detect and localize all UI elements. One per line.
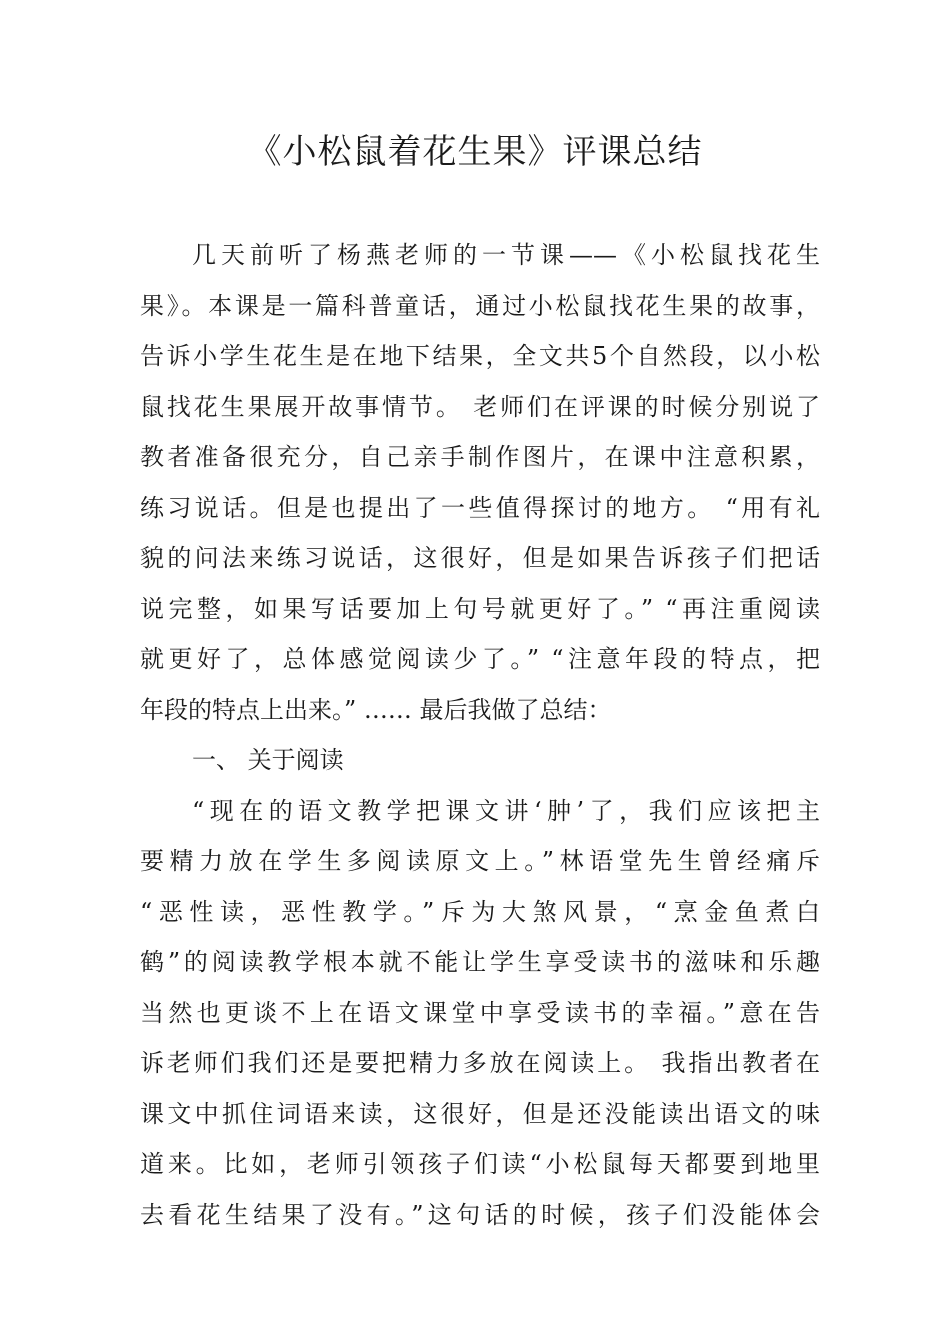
paragraph-line: 当然也更谈不上在语文课堂中享受读书的幸福。”意在告 [140,998,820,1027]
paragraph-line: 貌的问法来练习说话，这很好，但是如果告诉孩子们把话 [140,544,820,572]
paragraph-line: 就更好了，总体感觉阅读少了。” “注意年段的特点，把 [140,645,820,673]
paragraph-line: 年段的特点上出来。” …… 最后我做了总结： [140,695,612,724]
paragraph-line: 教者准备很充分，自己亲手制作图片，在课中注意积累， [140,443,820,471]
section-heading: 一、 关于阅读 [192,746,344,774]
document-title: 《小松鼠着花生果》评课总结 [247,132,703,172]
paragraph-line: 去看花生结果了没有。”这句话的时候，孩子们没能体会 [140,1200,820,1229]
paragraph-line: 诉老师们我们还是要把精力多放在阅读上。 我指出教者在 [140,1049,820,1077]
paragraph-line: “现在的语文教学把课文讲‘肿’了，我们应该把主 [192,796,820,825]
paragraph-line: 道来。比如，老师引领孩子们读“小松鼠每天都要到地里 [140,1150,820,1178]
paragraph-line: 果》。本课是一篇科普童话，通过小松鼠找花生果的故事， [140,291,820,320]
paragraph-line: 要精力放在学生多阅读原文上。”林语堂先生曾经痛斥 [140,847,820,875]
document-body [140,230,820,1240]
paragraph-line: “恶性读，恶性教学。”斥为大煞风景，“烹金鱼煮白 [140,897,820,926]
paragraph-line: 告诉小学生花生是在地下结果，全文共5个自然段，以小松 [140,342,820,370]
paragraph-line: 鼠找花生果展开故事情节。 老师们在评课的时候分别说了 [140,392,820,421]
paragraph-line: 几天前听了杨燕老师的一节课——《小松鼠找花生 [192,241,820,269]
paragraph-line: 鹤”的阅读教学根本就不能让学生享受读书的滋味和乐趣 [140,948,820,976]
paragraph-line: 练习说话。但是也提出了一些值得探讨的地方。 “用有礼 [140,493,820,522]
paragraph-line: 说完整，如果写话要加上句号就更好了。” “再注重阅读 [140,594,820,623]
paragraph-line: 课文中抓住词语来读，这很好，但是还没能读出语文的味 [140,1099,820,1128]
